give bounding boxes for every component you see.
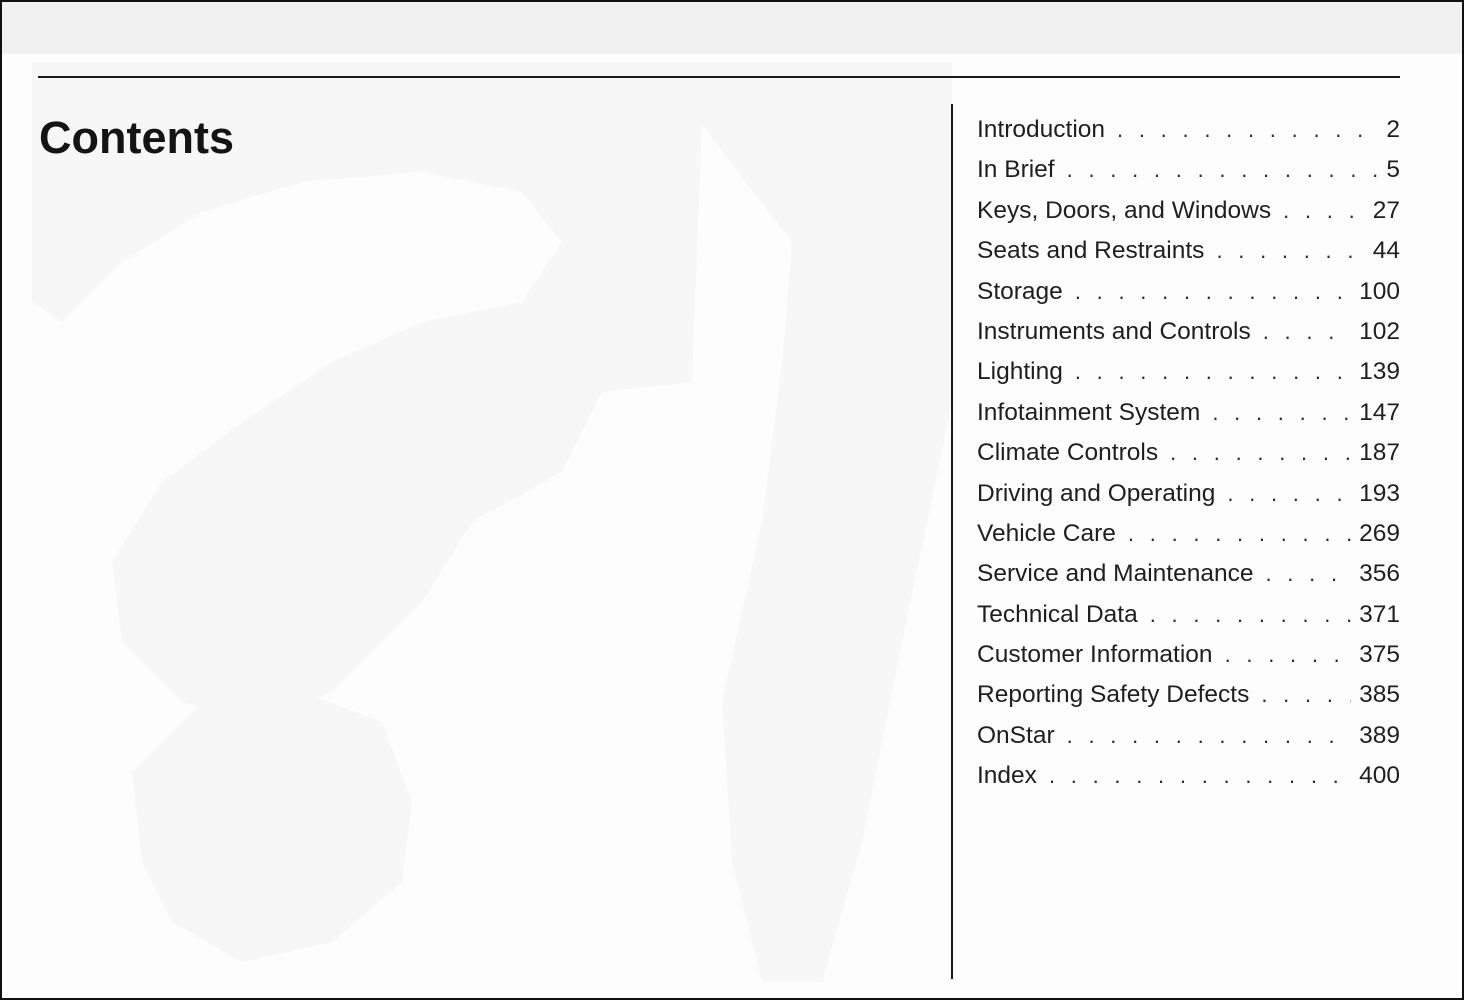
toc-page-number: 375 (1359, 641, 1400, 669)
toc-page-number: 102 (1359, 317, 1400, 345)
toc-page-number: 187 (1359, 439, 1400, 467)
dot-leader (1265, 554, 1351, 594)
toc-entry[interactable] (977, 474, 1400, 514)
toc-page-number: 100 (1359, 277, 1400, 305)
toc-entry[interactable] (977, 433, 1400, 473)
toc-entry[interactable] (977, 635, 1400, 675)
toc-label: OnStar (977, 721, 1055, 749)
table-of-contents (977, 110, 1400, 797)
toc-entry[interactable] (977, 393, 1400, 433)
toc-page-number: 44 (1372, 237, 1400, 265)
toc-page-number: 400 (1359, 762, 1400, 790)
toc-page-number: 139 (1359, 358, 1400, 386)
dot-leader (1261, 675, 1351, 715)
dot-leader (1170, 433, 1351, 473)
toc-entry[interactable] (977, 595, 1400, 635)
dot-leader (1067, 150, 1379, 190)
toc-entry[interactable] (977, 272, 1400, 312)
toc-page-number: 269 (1359, 519, 1400, 547)
toc-label: Reporting Safety Defects (977, 681, 1250, 709)
toc-label: Climate Controls (977, 439, 1159, 467)
toc-entry[interactable] (977, 231, 1400, 271)
toc-entry[interactable] (977, 514, 1400, 554)
dot-leader (1049, 756, 1351, 796)
toc-label: Service and Maintenance (977, 560, 1254, 588)
toc-label: In Brief (977, 156, 1055, 184)
toc-entry[interactable] (977, 675, 1400, 715)
toc-entry[interactable] (977, 150, 1400, 190)
dot-leader (1067, 716, 1351, 756)
toc-label: Storage (977, 277, 1063, 305)
toc-page-number: 385 (1359, 681, 1400, 709)
toc-page-number: 5 (1386, 156, 1400, 184)
toc-label: Technical Data (977, 600, 1138, 628)
toc-label: Introduction (977, 116, 1106, 143)
page-title: Contents (39, 112, 234, 163)
toc-label: Keys, Doors, and Windows (977, 196, 1272, 224)
header-rule (38, 76, 1400, 78)
dot-leader (1225, 635, 1352, 675)
toc-page-number: 147 (1359, 398, 1400, 426)
dot-leader (1216, 231, 1364, 271)
dot-leader (1263, 312, 1351, 352)
toc-label: Index (977, 762, 1037, 790)
toc-label: Seats and Restraints (977, 237, 1205, 265)
dot-leader (1128, 514, 1351, 554)
dot-leader (1150, 595, 1351, 635)
toc-entry[interactable] (977, 191, 1400, 231)
toc-page-number: 356 (1359, 560, 1400, 588)
dot-leader (1283, 191, 1365, 231)
dot-leader (1117, 110, 1378, 150)
toc-label: Driving and Operating (977, 479, 1216, 507)
toc-entry[interactable] (977, 756, 1400, 796)
toc-entry[interactable] (977, 554, 1400, 594)
toc-entry[interactable] (977, 312, 1400, 352)
toc-page-number: 27 (1372, 196, 1400, 224)
toc-page-number: 389 (1359, 721, 1400, 749)
toc-label: Vehicle Care (977, 519, 1116, 547)
dot-leader (1075, 272, 1351, 312)
toc-label: Lighting (977, 358, 1063, 386)
toc-entry[interactable] (977, 716, 1400, 756)
dot-leader (1227, 474, 1351, 514)
toc-label: Infotainment System (977, 398, 1201, 426)
toc-page-number: 2 (1386, 116, 1400, 143)
toc-page-number: 193 (1359, 479, 1400, 507)
column-divider (951, 104, 953, 979)
toc-entry[interactable] (977, 110, 1400, 150)
dot-leader (1212, 393, 1351, 433)
toc-label: Instruments and Controls (977, 317, 1251, 345)
dot-leader (1075, 352, 1351, 392)
toc-label: Customer Information (977, 641, 1213, 669)
toc-page-number: 371 (1359, 600, 1400, 628)
toc-entry[interactable] (977, 352, 1400, 392)
